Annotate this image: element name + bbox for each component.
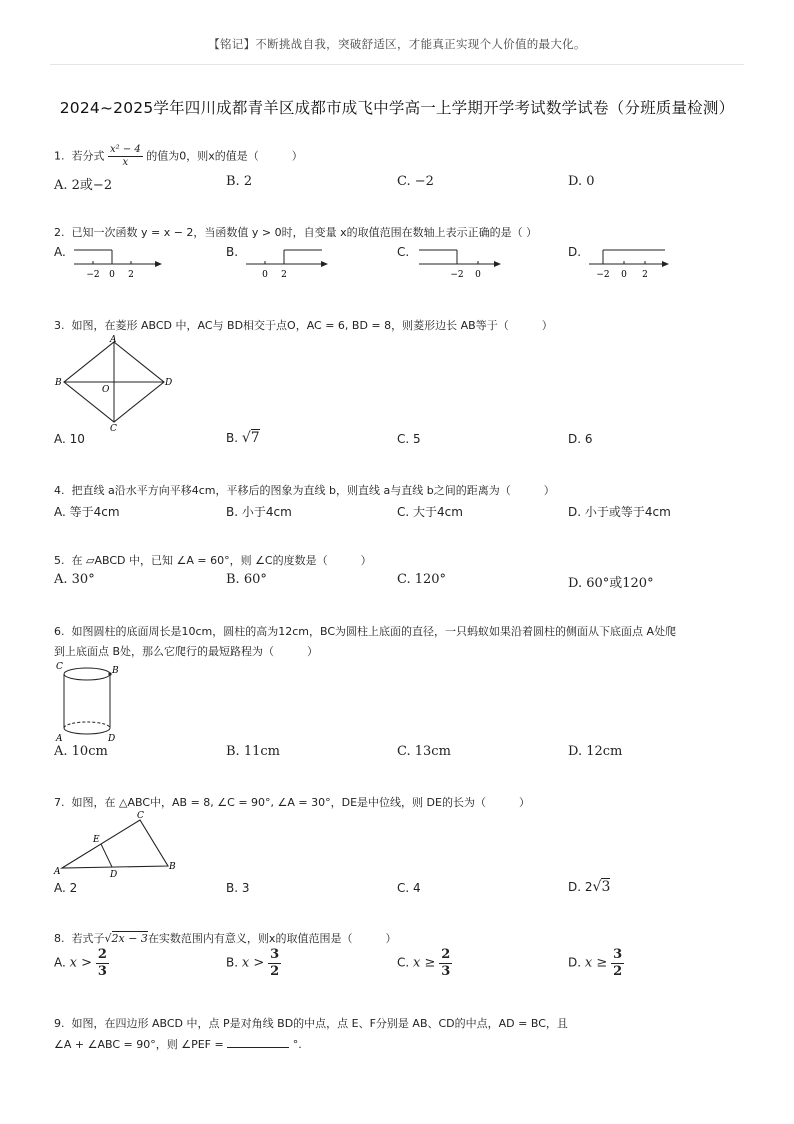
q8-option-c-fraction — [439, 948, 452, 978]
q6-label-c: C — [56, 662, 63, 672]
q9-line-1: 如图，在四边形 ABCD 中，点 P是对角线 BD的中点，点 E、F分别是 AB、CD的中点，AD = BC，且 — [71, 1017, 568, 1030]
q8-option-d[interactable] — [568, 948, 624, 978]
q6-label-b: B — [112, 666, 119, 676]
q7-label-a: A — [54, 867, 61, 877]
q8-option-a-fraction — [96, 948, 109, 978]
q8-prefix: 若式子 — [71, 932, 105, 945]
q1-fraction — [108, 145, 143, 168]
q3-rhombus-figure — [52, 334, 182, 432]
q2b-tick-2: 2 — [281, 270, 287, 280]
q2b-tick-0: 0 — [262, 270, 268, 280]
q8-option-a-lhs: x > — [69, 955, 92, 971]
q5-option-b[interactable]: B. 60° — [226, 572, 267, 587]
q8-option-c[interactable] — [397, 948, 452, 978]
q4-option-a[interactable]: A. 等于4cm — [54, 505, 120, 519]
q5-number: 5. — [54, 554, 65, 567]
q1-option-a[interactable]: A. 2或−2 — [54, 178, 113, 193]
q1-prefix: 若分式 — [71, 149, 105, 163]
q8-option-b-fraction — [268, 948, 281, 978]
q2-option-a[interactable]: A. — [54, 245, 66, 259]
q3-option-b[interactable] — [226, 430, 260, 446]
q1-option-d[interactable]: D. 0 — [568, 174, 595, 189]
q1-option-b[interactable]: B. 2 — [226, 174, 253, 189]
q6-option-a[interactable]: A. 10cm — [54, 744, 108, 759]
q6-label-d: D — [108, 734, 116, 742]
q5-option-a[interactable]: A. 30° — [54, 572, 95, 587]
q4-option-c[interactable]: C. 大于4cm — [397, 505, 463, 519]
q8-option-c-lhs: x ≥ — [413, 955, 436, 971]
q8-option-b-lhs: x > — [241, 955, 265, 971]
q8-number: 8. — [54, 932, 65, 945]
q3-label-o: O — [102, 385, 110, 395]
q9-answer-blank[interactable] — [227, 1037, 289, 1048]
motto-banner: 【铭记】不断挑战自我，突破舒适区，才能真正实现个人价值的最大化。 — [208, 37, 586, 51]
q2d-tick-2: 2 — [642, 270, 648, 280]
q2-number-line-b — [242, 244, 338, 280]
q7-label-c: C — [137, 811, 144, 821]
q8-option-d-num: 3 — [613, 947, 623, 962]
q7-number: 7. — [54, 796, 65, 809]
q8-option-b-label: B. — [226, 955, 239, 970]
q2d-tick-0: 0 — [621, 270, 627, 280]
q3-number: 3. — [54, 319, 65, 332]
q2d-tick-neg2: −2 — [596, 270, 610, 280]
q2-number-line-c — [415, 244, 511, 280]
question-3 — [54, 317, 553, 333]
q6-option-b[interactable]: B. 11cm — [226, 744, 280, 759]
q2-number-line-d — [585, 244, 681, 280]
q8-option-a-num: 2 — [97, 947, 107, 962]
q8-option-a[interactable] — [54, 948, 109, 978]
q8-option-a-den: 3 — [97, 963, 107, 979]
question-6 — [54, 623, 676, 639]
q2a-tick-0: 0 — [109, 270, 115, 280]
q7-option-d[interactable] — [568, 879, 610, 895]
q3-label-c: C — [110, 424, 117, 432]
exam-title: 2024~2025学年四川成都青羊区成都市成飞中学高一上学期开学考试数学试卷（分班质量检测） — [59, 99, 735, 117]
q3-option-b-label: B. — [226, 431, 239, 445]
q6-line-2: 到上底面点 B处，那么它爬行的最短路程为（ ） — [54, 645, 319, 658]
q1-number: 1. — [54, 149, 65, 163]
q8-suffix: 在实数范围内有意义，则x的取值范围是（ ） — [147, 932, 397, 945]
q7-label-e: E — [93, 835, 100, 845]
sqrt-icon: √ — [241, 430, 251, 446]
sqrt-icon: √ — [592, 879, 602, 895]
q8-option-a-label: A. — [54, 955, 66, 970]
q6-label-a: A — [56, 734, 63, 742]
q3-label-a: A — [110, 335, 117, 345]
q6-line-1: 如图圆柱的底面周长是10cm，圆柱的高为12cm，BC为圆柱上底面的直径，一只蚂蚁如果沿着圆柱的侧面从下底面点 A处爬 — [71, 625, 677, 638]
q2c-tick-neg2: −2 — [450, 270, 464, 280]
q7-label-b: B — [169, 862, 176, 872]
q7-option-b[interactable]: B. 3 — [226, 881, 250, 895]
q5-option-d[interactable]: D. 60°或120° — [568, 576, 654, 591]
q8-radicand: 2x − 3 — [111, 932, 148, 945]
q2-option-d[interactable]: D. — [568, 245, 582, 259]
q2-text: 已知一次函数 y = x − 2，当函数值 y > 0时，自变量 x的取值范围在数轴上表示正确的是（ ） — [71, 226, 538, 239]
q2-option-c[interactable]: C. — [397, 245, 410, 259]
q1-suffix: 的值为0，则x的值是（ ） — [146, 149, 303, 163]
q2-option-b[interactable]: B. — [226, 245, 239, 259]
q8-option-b-num: 3 — [270, 947, 280, 962]
q8-option-d-den: 2 — [613, 963, 623, 979]
question-9 — [54, 1015, 568, 1031]
q7-text: 如图，在 △ABC中，AB = 8, ∠C = 90°, ∠A = 30°，DE是中位线，则 DE的长为（ ） — [71, 796, 530, 809]
q4-option-b[interactable]: B. 小于4cm — [226, 505, 292, 519]
q3-option-c[interactable]: C. 5 — [397, 432, 421, 446]
q2a-tick-2: 2 — [128, 270, 134, 280]
q8-option-c-num: 2 — [441, 947, 451, 962]
question-2 — [54, 224, 537, 240]
q9-line-2-suffix: °. — [292, 1038, 302, 1051]
q1-fraction-numerator: x² − 4 — [110, 144, 141, 155]
q9-number: 9. — [54, 1017, 65, 1030]
q8-option-c-label: C. — [397, 955, 410, 970]
q9-line-2 — [54, 1036, 302, 1052]
q3-option-b-radicand: 7 — [250, 430, 260, 446]
q7-option-d-label: D. 2 — [568, 880, 593, 894]
q5-option-c[interactable]: C. 120° — [397, 572, 447, 587]
q8-option-d-fraction — [611, 948, 624, 978]
q3-text: 如图，在菱形 ABCD 中，AC与 BD相交于点O，AC = 6, BD = 8，则菱形边长 AB等于（ ） — [71, 319, 553, 332]
q1-option-c[interactable]: C. −2 — [397, 174, 434, 189]
sqrt-icon: √ — [104, 932, 112, 945]
q4-number: 4. — [54, 484, 65, 497]
q1-fraction-denominator: x — [122, 157, 129, 168]
q8-option-c-den: 3 — [441, 963, 451, 979]
question-4 — [54, 482, 555, 498]
q4-text: 把直线 a沿水平方向平移4cm，平移后的图象为直线 b，则直线 a与直线 b之间的距离为（ ） — [71, 484, 555, 497]
q2c-tick-0: 0 — [475, 270, 481, 280]
q6-option-c[interactable]: C. 13cm — [397, 744, 451, 759]
q7-option-d-radicand: 3 — [601, 879, 611, 895]
q7-option-a[interactable]: A. 2 — [54, 881, 78, 895]
q8-option-b[interactable] — [226, 948, 281, 978]
q8-option-d-label: D. — [568, 955, 582, 970]
q3-option-a[interactable]: A. 10 — [54, 432, 85, 446]
q4-option-d[interactable]: D. 小于或等于4cm — [568, 505, 671, 519]
q3-label-b: B — [55, 378, 62, 388]
question-5 — [54, 552, 372, 568]
q6-option-d[interactable]: D. 12cm — [568, 744, 623, 759]
q7-label-d: D — [110, 870, 118, 880]
q5-text: 在 ▱ABCD 中，已知 ∠A = 60°，则 ∠C的度数是（ ） — [71, 554, 372, 567]
q7-triangle-figure — [52, 808, 182, 880]
question-1 — [54, 145, 303, 168]
q2-number-line-a — [70, 244, 166, 280]
q3-label-d: D — [165, 378, 173, 388]
q2a-tick-neg2: −2 — [86, 270, 100, 280]
q7-option-c[interactable]: C. 4 — [397, 881, 421, 895]
question-8 — [54, 930, 396, 946]
q9-line-2-text: ∠A + ∠ABC = 90°，则 ∠PEF = — [54, 1038, 224, 1051]
q3-option-d[interactable]: D. 6 — [568, 432, 593, 446]
header-divider — [50, 64, 744, 65]
q6-number: 6. — [54, 625, 65, 638]
q2-number: 2. — [54, 226, 65, 239]
q8-option-b-den: 2 — [270, 963, 280, 979]
q6-cylinder-figure — [52, 660, 124, 742]
q8-option-d-lhs: x ≥ — [584, 955, 608, 971]
